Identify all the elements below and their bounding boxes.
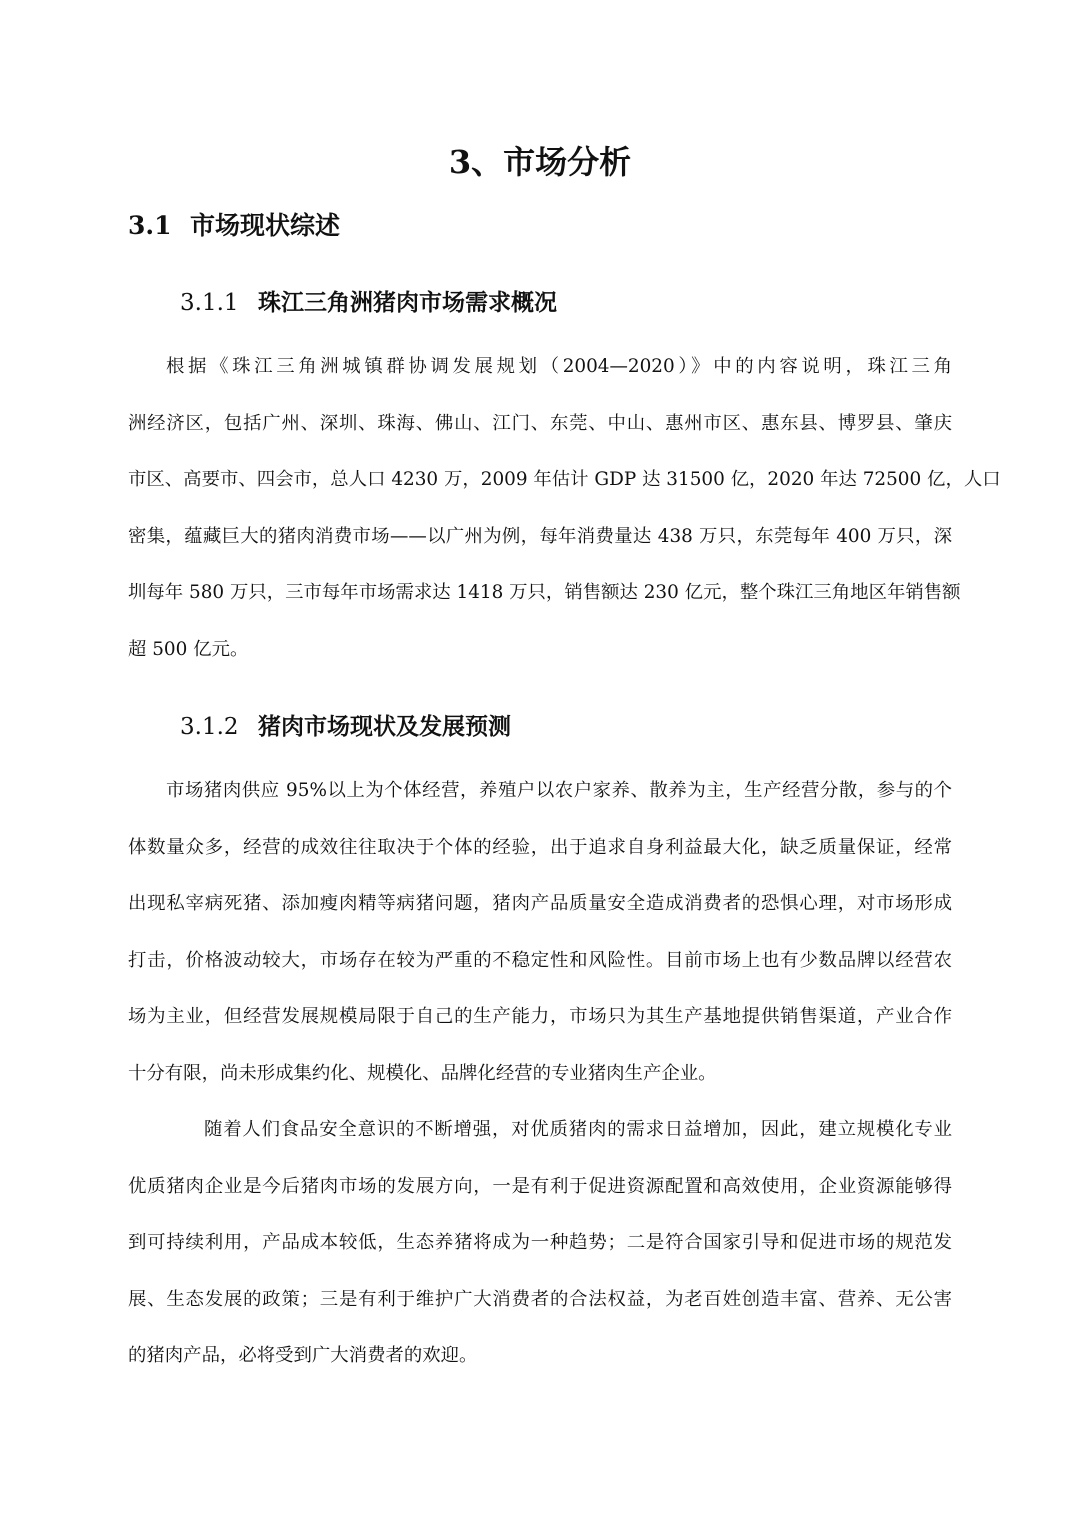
chapter-title: 3、市场分析 xyxy=(448,143,632,181)
paragraph-line: 到可持续利用，产品成本较低，生态养猪将成为一种趋势；二是符合国家引导和促进市场的规范发 xyxy=(128,1232,952,1253)
subsection-heading-text: 猪肉市场现状及发展预测 xyxy=(258,713,511,740)
paragraph-demand-overview xyxy=(128,339,1001,678)
paragraph-line: 随着人们食品安全意识的不断增强，对优质猪肉的需求日益增加，因此，建立规模化专业 xyxy=(204,1119,952,1140)
paragraph-line: 密集，蕴藏巨大的猪肉消费市场——以广州为例，每年消费量达 438 万只，东莞每年 400 万只，深 xyxy=(128,525,952,547)
paragraph-development-forecast xyxy=(128,1102,952,1385)
subsection-heading-text: 珠江三角洲猪肉市场需求概况 xyxy=(258,289,557,316)
paragraph-line: 的猪肉产品，必将受到广大消费者的欢迎。 xyxy=(128,1345,478,1366)
paragraph-market-status xyxy=(128,763,952,1102)
paragraph-line: 圳每年 580 万只，三市每年市场需求达 1418 万只，销售额达 230 亿元，整个珠江三角地区年销售额 xyxy=(128,582,961,603)
subsection-number: 3.1.1 xyxy=(180,290,239,316)
paragraph-line: 打击，价格波动较大，市场存在较为严重的不稳定性和风险性。目前市场上也有少数品牌以经营农 xyxy=(128,949,952,971)
section-number: 3.1 xyxy=(128,211,172,240)
paragraph-line: 市场猪肉供应 95%以上为个体经营，养殖户以农户家养、散养为主，生产经营分散，参与的个 xyxy=(166,780,952,801)
subsection-number: 3.1.2 xyxy=(180,714,239,740)
section-heading-text: 市场现状综述 xyxy=(190,211,341,240)
subsection-title-3-1-1 xyxy=(180,283,557,323)
paragraph-line: 体数量众多，经营的成效往往取决于个体的经验，出于追求自身利益最大化，缺乏质量保证，经常 xyxy=(128,836,952,858)
paragraph-line: 超 500 亿元。 xyxy=(128,638,249,660)
paragraph-line: 十分有限，尚未形成集约化、规模化、品牌化经营的专业猪肉生产企业。 xyxy=(128,1062,717,1084)
subsection-title-3-1-2 xyxy=(180,707,511,747)
paragraph-line: 市区、高要市、四会市，总人口 4230 万，2009 年估计 GDP 达 31500 亿，2020 年达 72500 亿，人口 xyxy=(128,469,1001,490)
paragraph-line: 出现私宰病死猪、添加瘦肉精等病猪问题，猪肉产品质量安全造成消费者的恐惧心理，对市场形成 xyxy=(128,893,952,914)
paragraph-line: 根据《珠江三角洲城镇群协调发展规划（2004—2020）》中的内容说明，珠江三角 xyxy=(166,356,952,377)
paragraph-line: 洲经济区，包括广州、深圳、珠海、佛山、江门、东莞、中山、惠州市区、惠东县、博罗县、肇庆 xyxy=(128,412,952,434)
paragraph-line: 场为主业，但经营发展规模局限于自己的生产能力，市场只为其生产基地提供销售渠道，产业合作 xyxy=(128,1006,952,1027)
paragraph-line: 展、生态发展的政策；三是有利于维护广大消费者的合法权益，为老百姓创造丰富、营养、无公害 xyxy=(128,1288,952,1310)
paragraph-line: 优质猪肉企业是今后猪肉市场的发展方向，一是有利于促进资源配置和高效使用，企业资源能够得 xyxy=(128,1175,952,1197)
section-title-3-1 xyxy=(128,204,340,248)
